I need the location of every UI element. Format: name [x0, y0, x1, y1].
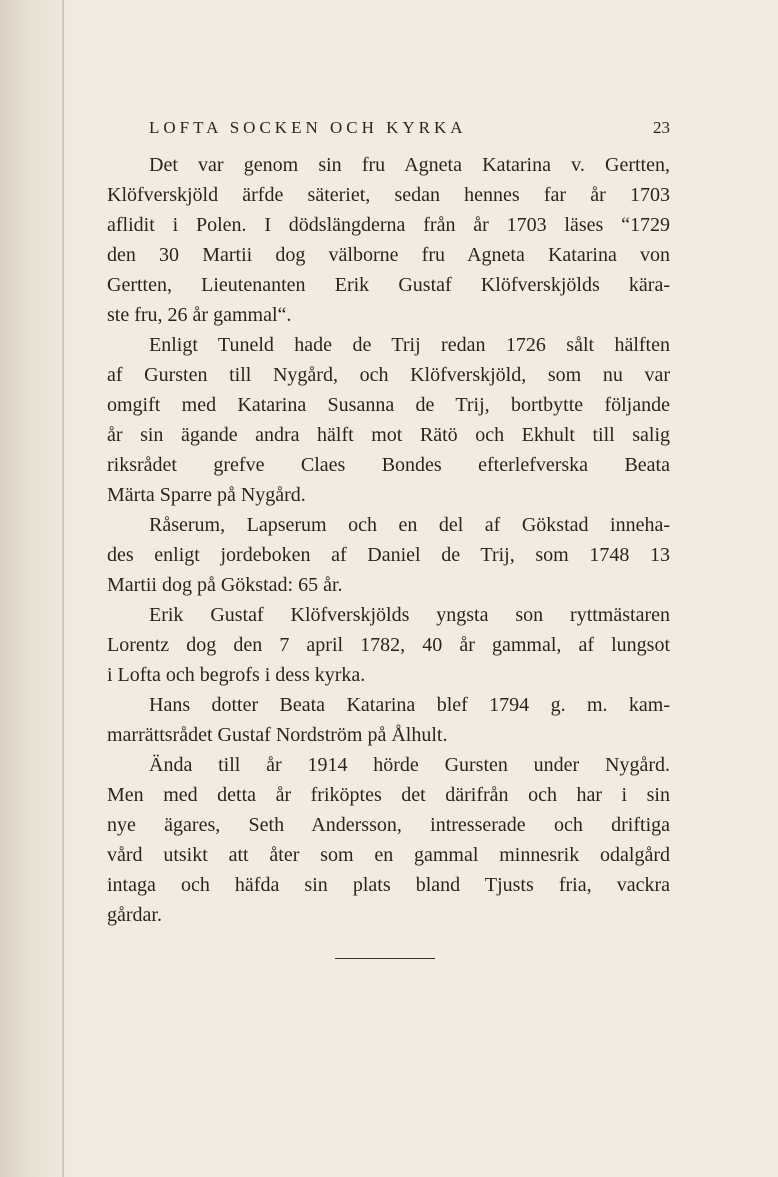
paragraph-6: [107, 750, 670, 930]
text-line: riksrådet grefve Claes Bondes efterlefverska Beata: [107, 454, 670, 476]
text-line: af Gursten till Nygård, och Klöfverskjöld, som nu var: [107, 364, 670, 386]
text-line: Råserum, Lapserum och en del af Gökstad inneha-: [149, 514, 670, 536]
page-number: 23: [653, 118, 670, 137]
text-line: Gertten, Lieutenanten Erik Gustaf Klöfverskjölds kära-: [107, 274, 670, 296]
paragraph-5: [107, 690, 670, 750]
binding-line: [62, 0, 64, 1177]
text-line: Ända till år 1914 hörde Gursten under Nygård.: [149, 754, 670, 776]
paragraph-4: [107, 600, 670, 690]
text-line: vård utsikt att åter som en gammal minnesrik odalgård: [107, 844, 670, 866]
text-line: aflidit i Polen. I dödslängderna från år 1703 läses “1729: [107, 214, 670, 236]
text-line: Det var genom sin fru Agneta Katarina v. Gertten,: [149, 154, 670, 176]
text-line: gårdar.: [107, 904, 162, 926]
paragraph-2: [107, 330, 670, 510]
running-title: LOFTA SOCKEN OCH KYRKA: [149, 118, 467, 137]
text-line: Erik Gustaf Klöfverskjölds yngsta son ryttmästaren: [149, 604, 670, 626]
text-line: ste fru, 26 år gammal“.: [107, 304, 292, 326]
paragraph-1: [107, 150, 670, 330]
book-page: [107, 118, 670, 930]
text-line: Hans dotter Beata Katarina blef 1794 g. m. kam-: [149, 694, 670, 716]
text-line: den 30 Martii dog välborne fru Agneta Katarina von: [107, 244, 670, 266]
text-line: i Lofta och begrofs i dess kyrka.: [107, 664, 366, 686]
book-gutter-shadow: [0, 0, 80, 1177]
closing-rule: [335, 958, 435, 959]
text-line: Enligt Tuneld hade de Trij redan 1726 sålt hälften: [149, 334, 670, 356]
text-line: år sin ägande andra hälft mot Rätö och Ekhult till salig: [107, 424, 670, 446]
text-line: Lorentz dog den 7 april 1782, 40 år gammal, af lungsot: [107, 634, 670, 656]
text-line: Klöfverskjöld ärfde säteriet, sedan hennes far år 1703: [107, 184, 670, 206]
text-line: Men med detta år friköptes det därifrån och har i sin: [107, 784, 670, 806]
body-text: [107, 150, 670, 930]
text-line: Martii dog på Gökstad: 65 år.: [107, 574, 343, 596]
paragraph-3: [107, 510, 670, 600]
text-line: des enligt jordeboken af Daniel de Trij, som 1748 13: [107, 544, 670, 566]
text-line: nye ägares, Seth Andersson, intresserade och driftiga: [107, 814, 670, 836]
text-line: marrättsrådet Gustaf Nordström på Ålhult.: [107, 724, 448, 746]
text-line: intaga och häfda sin plats bland Tjusts fria, vackra: [107, 874, 670, 896]
text-line: omgift med Katarina Susanna de Trij, bortbytte följande: [107, 394, 670, 416]
running-header: [107, 118, 670, 148]
text-line: Märta Sparre på Nygård.: [107, 484, 306, 506]
